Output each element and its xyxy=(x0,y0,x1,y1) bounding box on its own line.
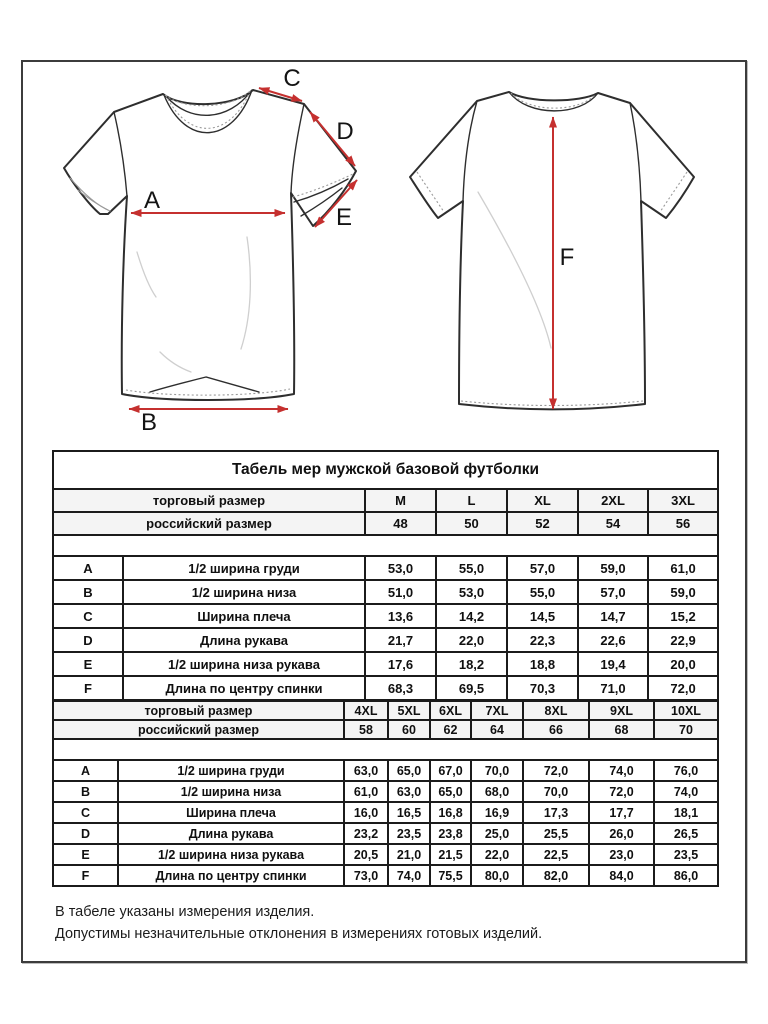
measure-name: 1/2 ширина груди xyxy=(118,760,344,781)
measure-value: 26,5 xyxy=(654,823,718,844)
measure-value: 70,0 xyxy=(471,760,523,781)
measure-value: 22,6 xyxy=(578,628,648,652)
measure-value: 68,0 xyxy=(471,781,523,802)
size-value: M xyxy=(365,489,436,512)
measure-value: 75,5 xyxy=(430,865,471,886)
measure-letter: E xyxy=(53,652,123,676)
size-value: 10XL xyxy=(654,701,718,720)
measure-value: 59,0 xyxy=(648,580,718,604)
header-label: российский размер xyxy=(53,720,344,739)
size-value: 3XL xyxy=(648,489,718,512)
measure-value: 72,0 xyxy=(523,760,589,781)
measure-value: 18,1 xyxy=(654,802,718,823)
size-value: 60 xyxy=(388,720,430,739)
measure-name: Длина рукава xyxy=(123,628,365,652)
measure-value: 19,4 xyxy=(578,652,648,676)
size-value: 52 xyxy=(507,512,578,535)
measure-value: 21,0 xyxy=(388,844,430,865)
measure-value: 16,9 xyxy=(471,802,523,823)
measure-value: 74,0 xyxy=(589,760,654,781)
measure-letter: A xyxy=(53,556,123,580)
measure-value: 84,0 xyxy=(589,865,654,886)
measure-letter: D xyxy=(53,628,123,652)
size-value: 64 xyxy=(471,720,523,739)
header-label: торговый размер xyxy=(53,489,365,512)
measure-letter: A xyxy=(53,760,118,781)
measure-letter: D xyxy=(53,823,118,844)
measure-value: 63,0 xyxy=(388,781,430,802)
size-value: 50 xyxy=(436,512,507,535)
measure-value: 63,0 xyxy=(344,760,388,781)
dimension-label-d: D xyxy=(336,118,354,145)
measure-value: 65,0 xyxy=(430,781,471,802)
measure-value: 22,3 xyxy=(507,628,578,652)
measure-letter: F xyxy=(53,676,123,700)
footnote-line-1: В табеле указаны измерения изделия. xyxy=(55,904,315,920)
spacer-row xyxy=(53,535,718,556)
measure-name: 1/2 ширина низа xyxy=(118,781,344,802)
measure-value: 21,7 xyxy=(365,628,436,652)
size-value: 48 xyxy=(365,512,436,535)
measure-name: Длина по центру спинки xyxy=(123,676,365,700)
measure-value: 17,7 xyxy=(589,802,654,823)
measure-value: 73,0 xyxy=(344,865,388,886)
measure-value: 67,0 xyxy=(430,760,471,781)
size-value: 62 xyxy=(430,720,471,739)
measure-value: 72,0 xyxy=(589,781,654,802)
measure-value: 21,5 xyxy=(430,844,471,865)
size-value: 2XL xyxy=(578,489,648,512)
measure-value: 16,5 xyxy=(388,802,430,823)
front-view-drawing xyxy=(64,65,357,436)
measure-value: 14,5 xyxy=(507,604,578,628)
measure-value: 68,3 xyxy=(365,676,436,700)
measure-value: 23,0 xyxy=(589,844,654,865)
measure-value: 17,3 xyxy=(523,802,589,823)
measure-value: 57,0 xyxy=(578,580,648,604)
measure-name: Длина по центру спинки xyxy=(118,865,344,886)
measure-name: 1/2 ширина низа xyxy=(123,580,365,604)
measure-value: 25,5 xyxy=(523,823,589,844)
spacer-row xyxy=(53,739,718,760)
measure-value: 57,0 xyxy=(507,556,578,580)
header-label: российский размер xyxy=(53,512,365,535)
front-shirt-outline xyxy=(64,90,356,400)
measure-value: 20,5 xyxy=(344,844,388,865)
measure-value: 22,5 xyxy=(523,844,589,865)
measure-value: 20,0 xyxy=(648,652,718,676)
dimension-label-f: F xyxy=(559,244,575,271)
measurement-diagram xyxy=(21,60,747,445)
dimension-label-b: B xyxy=(140,409,158,436)
size-value: XL xyxy=(507,489,578,512)
measure-value: 71,0 xyxy=(578,676,648,700)
measure-letter: B xyxy=(53,580,123,604)
measure-name: 1/2 ширина низа рукава xyxy=(123,652,365,676)
size-value: 8XL xyxy=(523,701,589,720)
measure-value: 23,8 xyxy=(430,823,471,844)
size-value: 56 xyxy=(648,512,718,535)
size-table-2 xyxy=(52,700,719,887)
measure-value: 65,0 xyxy=(388,760,430,781)
size-value: 9XL xyxy=(589,701,654,720)
size-value: 7XL xyxy=(471,701,523,720)
measure-value: 23,2 xyxy=(344,823,388,844)
measure-value: 23,5 xyxy=(654,844,718,865)
measure-value: 86,0 xyxy=(654,865,718,886)
measure-value: 26,0 xyxy=(589,823,654,844)
measure-value: 70,0 xyxy=(523,781,589,802)
measure-value: 55,0 xyxy=(507,580,578,604)
measure-value: 74,0 xyxy=(654,781,718,802)
measure-value: 16,8 xyxy=(430,802,471,823)
measure-name: Длина рукава xyxy=(118,823,344,844)
size-value: 68 xyxy=(589,720,654,739)
measure-value: 15,2 xyxy=(648,604,718,628)
measure-value: 18,8 xyxy=(507,652,578,676)
dimension-label-e: E xyxy=(335,204,353,231)
measure-name: 1/2 ширина груди xyxy=(123,556,365,580)
footnote-line-2: Допустимы незначительные отклонения в измерениях готовых изделий. xyxy=(55,926,543,942)
measure-value: 18,2 xyxy=(436,652,507,676)
back-view-drawing xyxy=(410,92,694,409)
measure-value: 25,0 xyxy=(471,823,523,844)
dimension-label-c: C xyxy=(283,65,301,92)
size-value: 70 xyxy=(654,720,718,739)
measure-value: 16,0 xyxy=(344,802,388,823)
size-value: 5XL xyxy=(388,701,430,720)
measure-value: 80,0 xyxy=(471,865,523,886)
dimension-label-a: A xyxy=(143,187,161,214)
measure-value: 22,0 xyxy=(471,844,523,865)
header-label: торговый размер xyxy=(53,701,344,720)
size-value: 6XL xyxy=(430,701,471,720)
measure-value: 22,0 xyxy=(436,628,507,652)
measure-value: 17,6 xyxy=(365,652,436,676)
measure-value: 74,0 xyxy=(388,865,430,886)
measure-letter: C xyxy=(53,802,118,823)
measure-value: 69,5 xyxy=(436,676,507,700)
measure-value: 53,0 xyxy=(436,580,507,604)
measure-value: 70,3 xyxy=(507,676,578,700)
measure-value: 61,0 xyxy=(648,556,718,580)
size-value: L xyxy=(436,489,507,512)
measure-value: 23,5 xyxy=(388,823,430,844)
measure-value: 72,0 xyxy=(648,676,718,700)
measure-value: 14,2 xyxy=(436,604,507,628)
footnote xyxy=(55,901,542,945)
measure-name: Ширина плеча xyxy=(118,802,344,823)
measure-value: 61,0 xyxy=(344,781,388,802)
measure-value: 51,0 xyxy=(365,580,436,604)
measure-name: Ширина плеча xyxy=(123,604,365,628)
measure-value: 55,0 xyxy=(436,556,507,580)
measure-letter: E xyxy=(53,844,118,865)
table-title: Табель мер мужской базовой футболки xyxy=(53,451,718,489)
size-table-1 xyxy=(52,450,719,701)
size-value: 58 xyxy=(344,720,388,739)
measure-value: 59,0 xyxy=(578,556,648,580)
size-value: 4XL xyxy=(344,701,388,720)
size-value: 54 xyxy=(578,512,648,535)
measure-name: 1/2 ширина низа рукава xyxy=(118,844,344,865)
measure-letter: F xyxy=(53,865,118,886)
measure-value: 22,9 xyxy=(648,628,718,652)
measure-value: 53,0 xyxy=(365,556,436,580)
measure-letter: B xyxy=(53,781,118,802)
size-value: 66 xyxy=(523,720,589,739)
measure-value: 82,0 xyxy=(523,865,589,886)
measure-value: 13,6 xyxy=(365,604,436,628)
measure-value: 14,7 xyxy=(578,604,648,628)
measure-value: 76,0 xyxy=(654,760,718,781)
measure-letter: C xyxy=(53,604,123,628)
